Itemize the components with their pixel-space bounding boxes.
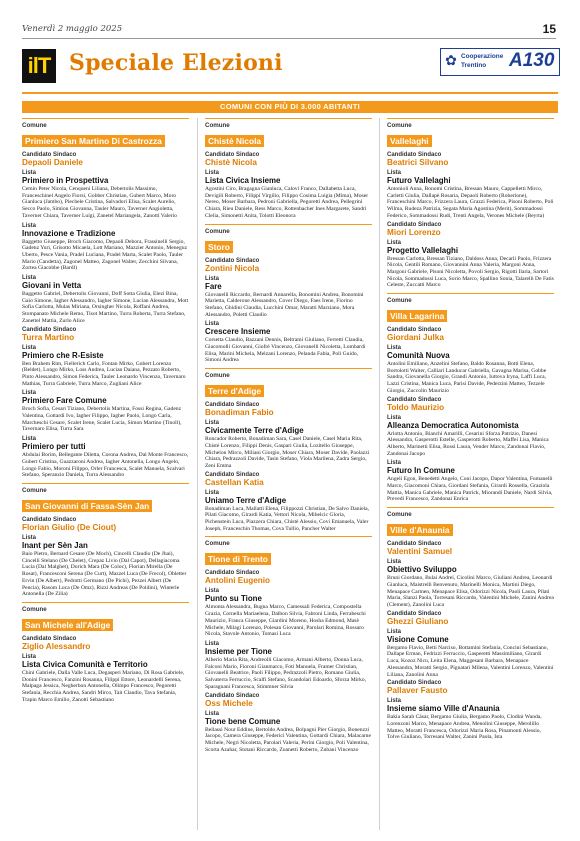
candidate-name: Oss Michele (205, 698, 253, 708)
list-name: Lista Civica Insieme (205, 176, 281, 185)
candidate-label: Candidato Sindaco (205, 471, 260, 478)
list-name: Insieme siamo Ville d'Anaunia (387, 704, 500, 714)
municipality-block (387, 293, 554, 503)
candidate-label: Candidato Sindaco (22, 326, 77, 333)
column-3 (387, 118, 554, 745)
candidate-label: Candidato Sindaco (205, 402, 260, 409)
list-label: Lista (387, 170, 402, 176)
candidate-name: Castellan Katia (205, 477, 264, 487)
list-members: Agostini Ciro, Bragagna Gianluca, Calovi Franco, Dallabetta Luca, Devigili Roberto, Filippi Virgilio, Filippo Cosima Luigia (Mima), Moser Nereo, Moser Barbara, Pedroni Gabriella, Pegoretti Andrea, Pellegrini Chiara, Rieu Daniele, Ress Marco, Rottenbacher Ines Margarete, Sandri Clelia, Simonetti Anita, Tolotti Eleonora (205, 186, 369, 219)
municipality-block (205, 536, 372, 753)
list-name: Obiettivo Sviluppo (387, 565, 457, 575)
municipality-block (205, 368, 372, 532)
candidate-label: Candidato Sindaco (387, 327, 442, 334)
list-members: Bonadiman Luca, Mallatti Elena, Filippozzi Christian, De Salvo Daniela, Pilati Giacomo, Girardi Katia, Vettori Nicola, Mihelcic Gloria, Pichenstein Luca, Piazzera Chiara, Chistè Alessio, Covi Emanuela, Valer Joseph, Franceschin Thomas, Cova Tullio, Pancher Walter (205, 505, 370, 532)
list-members: Bressan Carlotta, Bressan Tiziano, Daldoss Anna, Decarli Paolo, Frizzera Nicola, Gentili Romano, Giovannini Anna Valeria, Margoni Anna, Margoni Gabriele, Pisoni Nicoletta, Povoli Sergio, Rigotti Ilaria, Sartori Nicola, Sommadossi Luca, Sorio Marco, Spallino Sonia, Talarelli De Fatis Celeste, Zuccatti Marco (387, 255, 554, 289)
municipality-name: Storo (205, 241, 233, 253)
candidate-name: Pallaver Fausto (387, 686, 448, 696)
municipality-name: Chistè Nicola (205, 135, 264, 147)
list-members: Bakia Sarah Cäsar, Bergamo Giulia, Bergamo Paolo, Clodini Wanda, Lorenzoni Marco, Menapace Andrea, Menolini Giuseppe, Merolillo Matteo, Moratti Francesca, Odorizzi Maria Rosa, Pinamonti Alessio, Tolve Giuliano, Torresani Walter, Zanini Paola, Ista (387, 714, 542, 741)
list-label: Lista (22, 534, 37, 541)
list-name: Crescere Insieme (205, 327, 271, 337)
list-name: Comunità Nuova (387, 351, 450, 361)
municipality-name-row (205, 235, 372, 256)
comune-label: Comune (387, 293, 554, 304)
candidate-name: Toldo Maurizio (387, 402, 445, 412)
municipality-block (22, 483, 189, 598)
municipality-name: Primiero San Martino Di Castrozza (22, 135, 165, 147)
candidate-name: Ghezzi Giuliano (387, 616, 449, 626)
sponsor-mark: A130 (509, 50, 555, 71)
list-members: Cemin Peter Nicola, Cenqueni Liliana, Debertolis Massimo, Franceschinel Angelo Fiorsi, Gobber Christian, Gubert Marco, Moro Gianluca (Jambo), Piechele Cristina, Salvadori Elisa, Scalet Aurelio, Secco Paolo, Simion Giovanna, Tauler Mauro, Taverner Angioletta, Taverner Chiara, Taverner Luigi, Zanetel Mariangela, Zanotti Valerio (22, 186, 177, 219)
list-label: Lista (205, 170, 220, 176)
list-members: Alberio Maria Rita, Andreolli Giacomo, Armani Alberto, Donna Luca, Falconi Mario, Fioroni Gianmarco, Foti Manuela, Framer Christian, Giovanelli Beatrice, Paoli Filippo, Pedrazzoli Pietro, Romano Giulia, Salvaterra Ferruccio, Scalfi Stefano, Scandolari Edoardo, Sforza Mirko, Sparagnani Francesca, Stimmner Silvia (205, 656, 367, 690)
comune-label: Comune (387, 118, 554, 129)
municipality-name-row (22, 129, 189, 150)
comune-label: Comune (22, 483, 189, 494)
list-name: Innovazione e Tradizione (22, 228, 116, 238)
list-members: Baggetto Giuseppe, Broch Giacomo, Depaoli Debora, Frassinelli Sergio, Gadenz Yuri, Grisotto Micaela, Lott Mariano, Mazzier Antonio, Meneguz Uberto, Pesce Vania, Pradel Luciana, Pradel Marta, Scalet Paolo, Tauler Mario (Candetta), Zagonel Matteo, Zagonel Walter, Zecchini Silvana, Zortea Giacobbe (Bardl) (22, 238, 188, 272)
list-label: Lista (205, 588, 220, 595)
municipality-name-row (387, 304, 554, 325)
list-members: Bruni Giordano, Bulai Andrei, Cicolini Marco, Giuliani Andrea, Leonardi Gianluca, Maistrelli Benvenuto, Marinelli Monica, Martini Diego, Menapace Carmen, Menapace Elisa, Odorizzi Nicola, Paoli Laura, Pilati Maria, Slanzi Paola, Torresani Riccardo, Valentini Michele, Zanini Andrea (Clement), Zanolini Luca (387, 575, 554, 608)
municipality-name-row (22, 494, 189, 515)
list-name: Uniamo Terre d'Adige (205, 495, 287, 505)
list-label: Lista (205, 321, 220, 328)
municipality-block (22, 602, 189, 704)
candidate-label: Candidato Sindaco (387, 221, 442, 228)
column-2 (205, 118, 372, 757)
list-label: Lista (22, 222, 37, 229)
header-rule (22, 92, 558, 94)
list-label: Lista (205, 420, 220, 427)
list-label: Lista (387, 414, 402, 421)
candidate-name: Depaoli Daniele (22, 158, 83, 167)
candidate-label: Candidato Sindaco (387, 680, 442, 687)
list-members: Giovanelli Riccardo, Bernardi Annarella, Bonomini Andrea, Bonomini Marietta, Calderone Alessandro, Cover Diego, Faes Irene, Fiorino Stefano, Ghidini Claudia, Lucchini Omar, Maratti Marziano, Mora Alessandro, Poletti Claudio (205, 291, 364, 318)
candidate-name: Antolini Eugenio (205, 576, 271, 586)
list-members: Baio Pietro, Bernard Cesare (De Moch), Cincelli Claudio (De Jhai), Cincelli Stelano (De Chelet), Crepaz Livio (Dal Capot), Dellagiacoma Lucia (Dal Malghet), Dorich Mara (De Coloc), Florian Mirella (De Rosat), Francesconi Serena (De Curt), Mazzel Luca (De Frecol), Obletter Ervin (De Albert), Pedrotti Germano (De Pichi), Pezzei Albert (De Pencia), Rasom Luca (De Omz), Rizzi Andreas (De Poldini), Winterle Antonella (De Zilia) (22, 550, 187, 598)
candidate-label: Candidato Sindaco (387, 152, 442, 158)
page-number: 15 (542, 22, 556, 36)
candidate-name: Chistè Nicola (205, 158, 257, 167)
list-name: Primiero per tutti (22, 442, 86, 452)
sponsor-line-1: Cooperazione (461, 53, 504, 60)
comune-label: Comune (22, 602, 189, 613)
list-members: Chini Gabriele, Dalla Valle Luca, Degasperi Mariano, Di Rosa Gabriele, Donini Francesco, Fanzini Rosanna, Filippi Ettore, Leonardelli Serena, Malpaga Jessica, Negherbon Antonella, Olimpo Francesco, Pegoretti Stefania, Recchia Andrea, Sandri Mirco, Tait Claudio, Tava Stefania, Trapin Marco Emilio, Zanotti Sebastiano (22, 669, 185, 703)
list-label: Lista (22, 344, 37, 351)
candidate-name: Ziglio Alessandro (22, 641, 91, 651)
list-label: Lista (387, 559, 402, 566)
municipality-name: Tione di Trento (205, 553, 271, 565)
list-members: Abdulai Borim, Bellegante Diletta, Corona Andrea, Dal Monte Francesco, Gubert Cristina, Guazzaroni Andrea, Iagher Antonella, Longo Angelo, Longo Fabio, Moroni Filippo, Orler Francesca, Scalet Manuela, Scalvari Stefano, Speranzio Daniela, Turra Alessandro (22, 452, 189, 479)
list-members: Roncador Roberto, Bonadiman Sara, Casel Daniele, Casel Maria Rita, Chistè Lorenzo, Filippi Denis, Gaspari Giulia, Lozitello Giuseppe, Michelon Mirco, Miliani Giorgio, Moser Chiara, Moser Davide, Paolazzi Chiara, Pedrazzoli Davide, Tasin Stefano, Viola Marilena, Zadra Sergio, Zeni Emma (205, 436, 370, 469)
list-label: Lista (22, 653, 37, 660)
list-name: Civicamente Terre d'Adige (205, 426, 304, 436)
candidate-name: Bonadiman Fabio (205, 408, 274, 418)
candidate-name: Valentini Samuel (387, 547, 453, 557)
cooperation-icon: ✿ (445, 53, 457, 69)
candidate-name: Zontini Nicola (205, 263, 260, 273)
list-label: Lista (22, 275, 37, 282)
candidate-label: Candidato Sindaco (205, 570, 260, 577)
list-name: Punto su Tione (205, 594, 262, 604)
municipality-name-row (205, 547, 372, 568)
list-label: Lista (205, 710, 220, 717)
candidate-label: Candidato Sindaco (387, 610, 442, 617)
municipality-name-row (205, 379, 372, 400)
list-label: Lista (205, 275, 220, 282)
candidate-label: Candidato Sindaco (22, 152, 77, 158)
comune-label: Comune (205, 536, 372, 547)
newspaper-logo: ilT (22, 49, 56, 83)
municipality-name-row (387, 518, 554, 539)
list-label: Lista (387, 239, 402, 246)
candidate-name: Florian Giulio (De Ciout) (22, 522, 117, 532)
list-label: Lista (22, 390, 37, 397)
candidate-name: Giordani Julka (387, 333, 444, 343)
list-name: Insieme per Tione (205, 646, 272, 656)
municipality-block (387, 118, 554, 289)
candidate-label: Candidato Sindaco (22, 516, 77, 523)
column-divider (379, 118, 380, 830)
list-members: Almonta Alessandra, Bugna Marco, Camessali Federica, Compostella Grazia, Cornella Mariaelena, Dalbon Silvia, Fabroni Linda, Ferrabeschi Maurizio, Franca Giuseppe, Giardini Moreno, Hosha Edmond, Masè Michele, Milagi Lorenzo, Polesan Giovanni, Parolari Romina, Rossaro Nicola, Stavole Antonio, Tomasi Luca (205, 604, 366, 638)
municipality-name-row (22, 613, 189, 634)
list-label: Lista (387, 460, 402, 467)
municipality-block (22, 118, 189, 479)
list-name: Futuro Vallelaghi (387, 176, 451, 185)
candidate-label: Candidato Sindaco (387, 541, 442, 548)
list-name: Visione Comune (387, 634, 449, 644)
column-divider (197, 118, 198, 830)
list-name: Fare (205, 281, 222, 291)
section-title: Speciale Elezioni (69, 50, 283, 76)
list-name: Alleanza Democratica Autonomista (387, 420, 519, 430)
page-header (22, 24, 556, 39)
municipality-name: Terre d'Adige (205, 385, 264, 397)
list-name: Primiero Fare Comune (22, 396, 107, 406)
candidate-label: Candidato Sindaco (22, 635, 77, 642)
municipality-name-row (387, 129, 554, 150)
comune-label: Comune (205, 368, 372, 379)
list-name: Lista Civica Comunità e Territorio (22, 659, 148, 669)
list-members: Broch Sofia, Cesari Tiziano, Debertolis Martina, Fossi Regina, Gadenz Valentina, Gottardi Ivo, Iagher Filippo, Iagher Paolo, Longo Carla, Marcheschi Cesare, Scalet Irene, Scalet Lucia, Simon Martino (Tinoll), Tavernaro Elisa, Turra Sara (22, 406, 182, 433)
candidate-label: Candidato Sindaco (205, 152, 260, 158)
section-banner: COMUNI CON PIÙ DI 3.000 ABITANTI (22, 101, 558, 113)
comune-label: Comune (205, 118, 372, 129)
list-members: Antolini Emiliano, Anzelini Stefano, Baldo Rosanna, Botti Elena, Bortolotti Walter, Calliari Landucar Gabriella, Gavagna Marisa, Gobbe Sandra, Giovanella Giorgio, Grandi Antonio, Iuttova Iryna, Laffi Luca, Lazzi Cristina, Manica Luca, Parisi Davide, Pederzini Matteo, Tezzele Giorgio, Zuccolin Maurizio (387, 361, 547, 394)
list-members: Corsetta Claudio, Bazzani Dennis, Beltrami Giuliano, Ferretti Claudia, Giacomolli Giovanni, Giofrè Vincenzo, Giovanelli Nicoletta, Lombardi Elisa, Marini Michela, Melzani Lorenzo, Pelanda Fabia, Poli Guido, Simoni Andrea (205, 337, 366, 364)
list-members: Bellassi Nour Eddine, Bertoldo Andrea, Bolpagni Pier Giorgio, Bonenzzi Jacopo, Camera Giuseppe, Federici Valentina, Gottardi Chiara, Malacarne Michele, Negri Nicoletta, Parolari Valeria, Perini Giorgio, Poli Valentina, Scorta Azahar, Stotani Riccardo, Zoanetti Roberto, Zubani Vincenzo (205, 726, 371, 753)
list-name: Futuro In Comune (387, 466, 455, 476)
list-name: Primiero che R-Esiste (22, 350, 104, 360)
sponsor-line-2: Trentino (461, 62, 487, 69)
list-label: Lista (387, 628, 402, 635)
municipality-name: Villa Lagarina (387, 310, 447, 322)
list-label: Lista (22, 436, 37, 443)
municipality-name-row (205, 129, 372, 150)
municipality-name: San Michele all'Adige (22, 619, 113, 631)
municipality-block (387, 507, 554, 741)
sponsor-logo (440, 48, 560, 76)
comune-label: Comune (387, 507, 554, 518)
municipality-name: Vallelaghi (387, 135, 432, 147)
list-name: Inant per Sèn Jan (22, 540, 88, 550)
column-1 (22, 118, 189, 707)
list-name: Giovani in Vetta (22, 281, 82, 291)
list-label: Lista (205, 640, 220, 647)
list-label: Lista (205, 489, 220, 496)
issue-date: Venerdì 2 maggio 2025 (22, 24, 123, 34)
comune-label: Comune (205, 224, 372, 235)
candidate-label: Candidato Sindaco (387, 396, 442, 403)
list-members: Baggetto Gabriel, Debertolis Giovanni, Doff Sotta Giulia, Elezi Bina, Gaio Simone, Iagher Alessandro, Iagher Simone, Lucian Alessandra, Mott Sofia Carlotta, Mulas Miriana, Orsingher Nicola, Roffani Andrea, Stompanato Michele Remo, Tisot Martino, Turra Roberta, Turra Stefano, Zanettel Mattia, Zurlo Alice (22, 291, 189, 324)
candidate-name: Beatrici Silvano (387, 158, 449, 167)
candidate-label: Candidato Sindaco (205, 692, 260, 699)
list-members: Arlotta Antonio, Bianchi Amarilli, Cesarini Sforza Patrizio, Danesi Alessandra, Gasperotti Estelle, Gasperotti Roberto, Maffei Lisa, Manica Alberto, Marinetti Elisa, Rossi Laura, Vender Marco, Zandonai Flavio, Zandonai Jacopo (387, 430, 549, 457)
list-label: Lista (387, 345, 402, 352)
list-members: Antonioli Anna, Bonomi Cristina, Bressan Mauro, Cappelletti Mirco, Carletti Giulia, Dallapè Rosaria, Depaoli Roberto (Roberlone), Franceschini Marco, Frizzera Laura, Grazzi Federica, Pisoni Roberto, Poli Wilma, Rudeza Patrizia, Segata Maria Agostina (Merit), Sommadossi Federico, Sommadossi Rudi, Trenti Angela, Verones Michele (Beyrta) (387, 186, 554, 219)
list-label: Lista (387, 698, 402, 705)
candidate-label: Candidato Sindaco (205, 257, 260, 264)
municipality-name: San Giovanni di Fassa-Sèn Jan (22, 500, 152, 512)
comune-label: Comune (22, 118, 189, 129)
list-label: Lista (22, 170, 37, 176)
candidate-name: Miori Lorenzo (387, 227, 441, 237)
list-name: Primiero in Prospettiva (22, 176, 109, 185)
municipality-block (205, 118, 372, 220)
list-name: Progetto Vallelaghi (387, 245, 459, 255)
list-members: Bergamo Flavio, Betti Narciso, Bottamini Stefania, Concini Sebastiano, Dallape Erman, Fedrizzi Ferruccio, Gasperetti Massimiliano, Girardi Luca, Kozoz Nicu, Leita Elena, Maggesani Barbara, Menapace Alessandra, Moratti Sergio, Pignatari Milena, Valentini Lorenzo, Valentini Liliana, Zanolini Anna (387, 644, 554, 678)
list-members: Angeli Egon, Benedetti Angelo, Coni Jacopo, Dapor Valentina, Fumanelli Marco, Giacomoni Chiara, Giordani Stefania, Girardi Rossella, Graziola Mattia, Manica Gabriele, Manica Patrick, Miorandi Daniele, Nardi Silvia, Prevedi Francesco, Zandonai Enrica (387, 476, 553, 503)
list-members: Ben Brahem Rim, Fiellerich Carlo, Fontan Mirko, Gubert Lorenzo (Beldet), Longo Mirko, Loss Andrea, Lucian Daiana, Pezzato Roberto, Pinto Alessandro, Simon Federica, Tauler Leonardo Vincenzo, Tavernaro Mathias, Turra Gabriele, Turra Marco, Zugliani Alice (22, 360, 186, 387)
municipality-name: Ville d'Anaunia (387, 524, 453, 536)
list-name: Tione bene Comune (205, 716, 281, 726)
candidate-name: Turra Martino (22, 332, 75, 342)
municipality-block (205, 224, 372, 365)
